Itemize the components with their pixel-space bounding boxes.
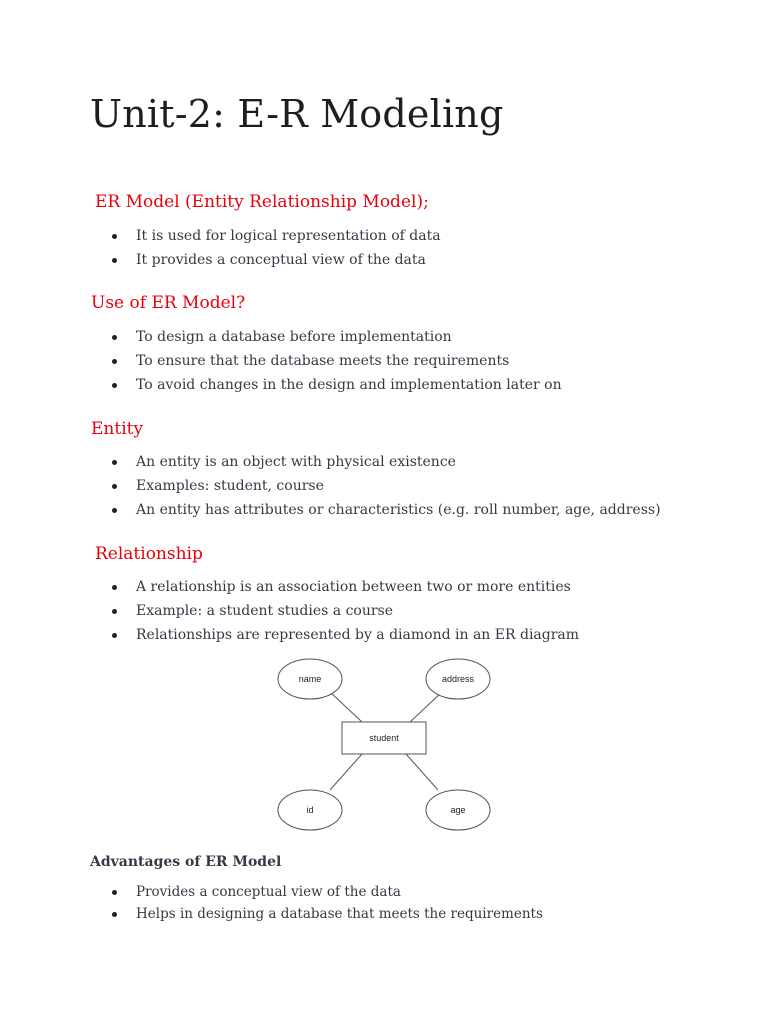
list-item: Examples: student, course: [112, 474, 661, 498]
list-item: To ensure that the database meets the requirements: [112, 349, 562, 373]
connector-line: [330, 754, 362, 790]
attribute-id-label: id: [306, 805, 314, 815]
advantages-list: [112, 881, 543, 925]
use-of-er-model-list: [112, 325, 562, 397]
list-item: Relationships are represented by a diamond in an ER diagram: [112, 623, 579, 647]
section-heading-relationship: Relationship: [95, 544, 203, 564]
relationship-list: [112, 575, 579, 647]
list-item: It is used for logical representation of data: [112, 224, 441, 248]
connector-line: [330, 692, 362, 722]
attribute-age-label: age: [450, 805, 466, 815]
list-item: Example: a student studies a course: [112, 599, 579, 623]
section-heading-entity: Entity: [91, 419, 144, 439]
advantages-heading: Advantages of ER Model: [90, 854, 282, 870]
list-item: It provides a conceptual view of the data: [112, 248, 441, 272]
attribute-name-label: name: [298, 674, 322, 684]
list-item: Helps in designing a database that meets the requirements: [112, 903, 543, 925]
entity-list: [112, 450, 661, 522]
list-item: Provides a conceptual view of the data: [112, 881, 543, 903]
entity-student-label: student: [369, 733, 399, 743]
section-heading-er-model: ER Model (Entity Relationship Model);: [95, 192, 429, 212]
list-item: A relationship is an association between two or more entities: [112, 575, 579, 599]
list-item: An entity is an object with physical existence: [112, 450, 661, 474]
page-title: Unit-2: E-R Modeling: [90, 92, 504, 136]
connector-line: [406, 754, 438, 790]
list-item: An entity has attributes or characteristics (e.g. roll number, age, address): [112, 498, 661, 522]
connector-line: [410, 692, 442, 722]
attribute-address-label: address: [441, 674, 475, 684]
section-heading-use-of-er-model: Use of ER Model?: [91, 293, 246, 313]
list-item: To avoid changes in the design and implementation later on: [112, 373, 562, 397]
list-item: To design a database before implementation: [112, 325, 562, 349]
er-model-list: [112, 224, 441, 272]
er-diagram: [270, 650, 500, 840]
